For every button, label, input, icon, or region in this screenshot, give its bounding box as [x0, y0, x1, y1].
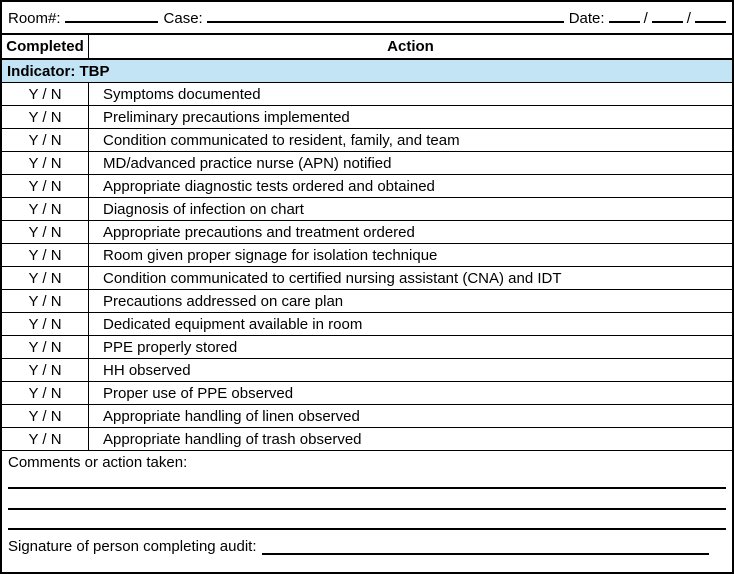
yn-cell: Y / N: [2, 313, 89, 335]
comments-blank-line: [8, 510, 726, 530]
yn-cell: Y / N: [2, 359, 89, 381]
yn-cell: Y / N: [2, 152, 89, 174]
room-label: Room#:: [8, 10, 61, 27]
table-row: [2, 152, 732, 175]
table-row: [2, 267, 732, 290]
yn-cell: Y / N: [2, 290, 89, 312]
action-cell: Precautions addressed on care plan: [103, 292, 344, 310]
yn-cell: Y / N: [2, 175, 89, 197]
signature-label: Signature of person completing audit:: [8, 538, 257, 555]
action-cell: MD/advanced practice nurse (APN) notified: [103, 154, 392, 172]
action-cell: Appropriate handling of trash observed: [103, 430, 362, 448]
action-cell: HH observed: [103, 361, 191, 379]
yn-cell: Y / N: [2, 221, 89, 243]
completed-column-header: Completed: [2, 35, 89, 58]
action-cell: Appropriate precautions and treatment ordered: [103, 223, 415, 241]
table-row: [2, 198, 732, 221]
yn-cell: Y / N: [2, 428, 89, 450]
yn-cell: Y / N: [2, 83, 89, 105]
comments-label: Comments or action taken:: [8, 454, 188, 471]
table-row: [2, 83, 732, 106]
table-row: [2, 244, 732, 267]
table-column-header: [2, 35, 732, 60]
action-cell: Room given proper signage for isolation technique: [103, 246, 438, 264]
signature-blank: [262, 540, 710, 555]
date-day-blank: [652, 8, 683, 23]
signature-row: [8, 538, 726, 555]
date-separator: /: [686, 10, 691, 27]
table-row: [2, 359, 732, 382]
date-month-blank: [609, 8, 640, 23]
indicator-band: Indicator: TBP: [2, 60, 732, 83]
yn-cell: Y / N: [2, 244, 89, 266]
room-blank: [65, 8, 158, 23]
action-cell: Proper use of PPE observed: [103, 384, 294, 402]
comments-section: [2, 451, 732, 555]
form-header: [2, 2, 732, 35]
yn-cell: Y / N: [2, 106, 89, 128]
action-cell: Diagnosis of infection on chart: [103, 200, 304, 218]
yn-cell: Y / N: [2, 267, 89, 289]
action-cell: Symptoms documented: [103, 85, 261, 103]
table-row: [2, 221, 732, 244]
action-cell: PPE properly stored: [103, 338, 238, 356]
action-cell: Preliminary precautions implemented: [103, 108, 350, 126]
action-column-header: Action: [387, 38, 434, 55]
table-row: [2, 290, 732, 313]
table-row: [2, 382, 732, 405]
case-blank: [207, 8, 564, 23]
comments-blank-line: [8, 489, 726, 510]
table-row: [2, 405, 732, 428]
yn-cell: Y / N: [2, 336, 89, 358]
table-row: [2, 106, 732, 129]
yn-cell: Y / N: [2, 405, 89, 427]
table-row: [2, 313, 732, 336]
action-cell: Dedicated equipment available in room: [103, 315, 363, 333]
comments-blank-line: [8, 472, 726, 489]
table-row: [2, 175, 732, 198]
action-cell: Appropriate diagnostic tests ordered and obtained: [103, 177, 435, 195]
case-label: Case:: [163, 10, 203, 27]
date-year-blank: [695, 8, 726, 23]
table-row: [2, 129, 732, 152]
yn-cell: Y / N: [2, 129, 89, 151]
action-cell: Appropriate handling of linen observed: [103, 407, 360, 425]
date-separator: /: [643, 10, 648, 27]
table-row: [2, 336, 732, 359]
yn-cell: Y / N: [2, 382, 89, 404]
date-label: Date:: [568, 10, 605, 27]
action-cell: Condition communicated to certified nursing assistant (CNA) and IDT: [103, 269, 562, 287]
yn-cell: Y / N: [2, 198, 89, 220]
table-row: [2, 428, 732, 451]
action-cell: Condition communicated to resident, family, and team: [103, 131, 460, 149]
